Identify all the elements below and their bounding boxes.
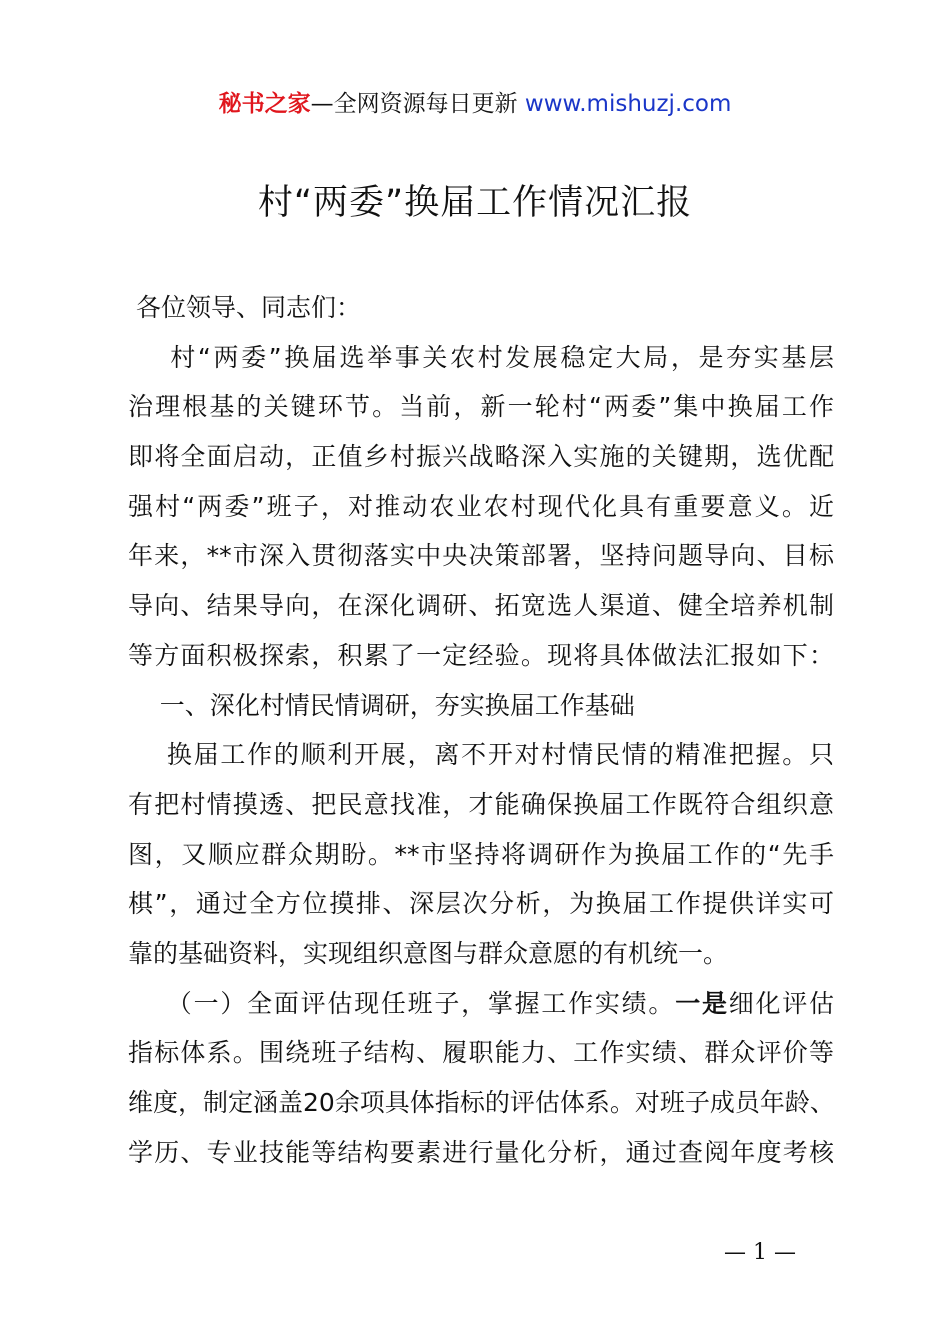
paragraph-line: 棋”，通过全方位摸排、深层次分析，为换届工作提供详实可 xyxy=(128,889,834,919)
document-body xyxy=(128,283,834,1177)
emphasis-term: 一是 xyxy=(675,988,729,1018)
page-number: — 1 — xyxy=(724,1240,796,1265)
site-tagline: —全网资源每日更新 xyxy=(310,91,525,117)
site-brand: 秘书之家 xyxy=(218,91,311,117)
paragraph-line: 维度，制定涵盖20余项具体指标的评估体系。对班子成员年龄、 xyxy=(128,1088,835,1117)
section-heading: 一、深化村情民情调研，夯实换届工作基础 xyxy=(128,690,635,720)
paragraph-line: 指标体系。围绕班子结构、履职能力、工作实绩、群众评价等 xyxy=(128,1038,834,1068)
paragraph-line: 有把村情摸透、把民意找准，才能确保换届工作既符合组织意 xyxy=(128,789,834,819)
paragraph-line: 即将全面启动，正值乡村振兴战略深入实施的关键期，选优配 xyxy=(128,442,834,472)
paragraph-line: 强村“两委”班子，对推动农业农村现代化具有重要意义。近 xyxy=(128,491,834,521)
paragraph-line: 年来，**市深入贯彻落实中央决策部署，坚持问题导向、目标 xyxy=(128,541,834,571)
site-url-link[interactable]: www.mishuzj.com xyxy=(524,91,732,117)
document-title: 村“两委”换届工作情况汇报 xyxy=(257,183,693,223)
paragraph-line: 换届工作的顺利开展，离不开对村情民情的精准把握。只 xyxy=(128,740,834,770)
subsection-line xyxy=(128,979,834,1029)
site-header xyxy=(0,88,950,120)
paragraph-line: 治理根基的关键环节。当前，新一轮村“两委”集中换届工作 xyxy=(128,392,834,422)
paragraph-line: 导向、结果导向，在深化调研、拓宽选人渠道、健全培养机制 xyxy=(128,591,834,621)
paragraph-line: 图，又顺应群众期盼。**市坚持将调研作为换届工作的“先手 xyxy=(128,839,834,869)
paragraph-line: 学历、专业技能等结构要素进行量化分析，通过查阅年度考核 xyxy=(128,1137,834,1167)
paragraph-line: 村“两委”换届选举事关农村发展稳定大局，是夯实基层 xyxy=(128,342,834,372)
paragraph-line: 靠的基础资料，实现组织意图与群众意愿的有机统一。 xyxy=(128,938,729,968)
salutation: 各位领导、同志们： xyxy=(128,293,361,322)
subsection-heading: （一）全面评估现任班子，掌握工作实绩。 xyxy=(128,988,676,1018)
subsection-tail: 细化评估 xyxy=(728,988,834,1018)
paragraph-line: 等方面积极探索，积累了一定经验。现将具体做法汇报如下： xyxy=(128,640,834,670)
